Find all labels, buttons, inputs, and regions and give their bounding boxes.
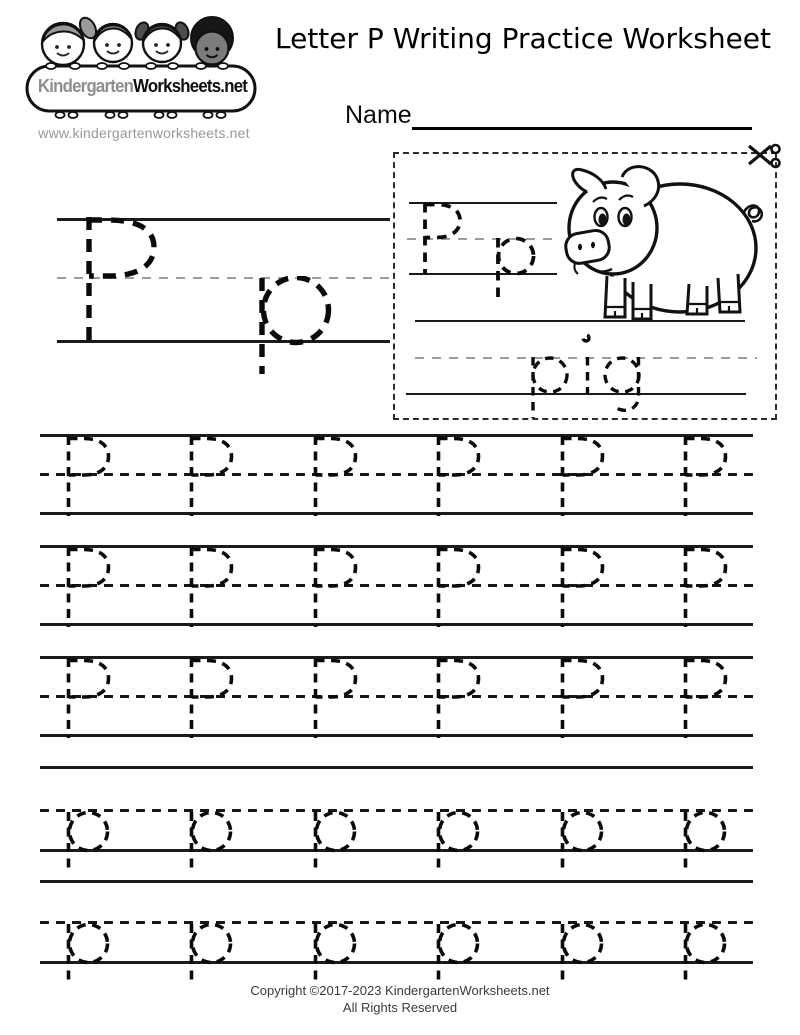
lowercase-practice-row-2	[40, 921, 753, 986]
writing-line-bottom	[40, 734, 753, 737]
lowercase-practice-row-1	[40, 809, 753, 884]
traceable-letter-p	[680, 810, 730, 874]
writing-line-bottom	[40, 880, 753, 883]
traceable-letter-p	[680, 922, 730, 986]
rights-text: All Rights Reserved	[342, 999, 458, 1015]
traceable-letter-P	[186, 435, 244, 517]
traceable-word-pig	[516, 330, 666, 422]
traceable-letter-P	[557, 657, 615, 739]
traceable-letter-P	[433, 657, 491, 739]
traceable-letter-P	[680, 546, 738, 628]
writing-line-baseline	[40, 849, 753, 852]
logo-wordmark	[38, 76, 247, 97]
traceable-letter-p	[310, 922, 360, 986]
traceable-letter-P	[310, 546, 368, 628]
traceable-letter-P	[433, 435, 491, 517]
pig-nostril	[591, 242, 595, 248]
writing-line-middle	[40, 584, 753, 587]
traceable-letter-p	[186, 922, 236, 986]
kids-feet	[56, 112, 226, 118]
traceable-letter-P	[310, 657, 368, 739]
sample-letter-P	[82, 215, 174, 347]
writing-line-top	[40, 434, 753, 437]
uppercase-practice-row-3	[40, 656, 753, 738]
sample-letter-p	[255, 276, 337, 378]
uppercase-practice-row-2	[40, 545, 753, 627]
traceable-letter-p	[557, 810, 607, 874]
traceable-letter-p	[557, 922, 607, 986]
pig-ear-left	[573, 169, 606, 192]
writing-line-top	[40, 545, 753, 548]
traceable-letter-p	[433, 922, 483, 986]
logo-text-worksheets: Worksheets.net	[133, 76, 248, 96]
card-ground-line	[415, 320, 745, 322]
traceable-letter-p	[63, 922, 113, 986]
traceable-letter-P	[680, 657, 738, 739]
writing-line-middle	[40, 473, 753, 476]
traceable-letter-p	[63, 810, 113, 874]
card-traceable-letter-p	[492, 234, 538, 304]
traceable-letter-P	[310, 435, 368, 517]
traceable-letter-P	[63, 657, 121, 739]
traceable-letter-P	[186, 546, 244, 628]
traceable-letter-p	[310, 810, 360, 874]
logo-url: www.kindergartenworksheets.net	[38, 125, 250, 141]
traceable-letter-P	[186, 657, 244, 739]
writing-line-bottom	[40, 623, 753, 626]
traceable-letter-P	[680, 435, 738, 517]
writing-line-top-dashed	[40, 921, 753, 924]
kid-boy-curly	[191, 17, 233, 65]
name-input-line[interactable]	[412, 103, 752, 130]
kid-boy	[94, 24, 132, 62]
writing-line-top-dashed	[40, 809, 753, 812]
traceable-letter-P	[557, 435, 615, 517]
traceable-letter-p	[186, 810, 236, 874]
site-logo	[24, 4, 264, 141]
kid-girl-pigtails	[133, 20, 191, 62]
traceable-letter-P	[63, 435, 121, 517]
blank-practice-line	[40, 766, 753, 769]
name-label: Name	[345, 101, 412, 129]
logo-kids-illustration	[24, 4, 264, 122]
writing-line-baseline	[40, 961, 753, 964]
kid-girl-ponytail	[42, 15, 99, 65]
footer	[0, 983, 800, 1017]
traceable-letter-p	[433, 810, 483, 874]
uppercase-practice-row-1	[40, 434, 753, 516]
page-title: Letter P Writing Practice Worksheet	[274, 22, 771, 55]
traceable-letter-P	[433, 546, 491, 628]
copyright-text: Copyright ©2017-2023 KindergartenWorksheets.net	[250, 983, 550, 998]
cutout-card	[393, 152, 777, 420]
pig-illustration	[563, 160, 763, 324]
writing-line-top	[40, 656, 753, 659]
card-traceable-letter-P	[419, 200, 469, 278]
name-field	[345, 101, 752, 130]
writing-line-middle	[40, 695, 753, 698]
pig-nostril	[578, 244, 582, 250]
traceable-letter-P	[557, 546, 615, 628]
traceable-letter-P	[63, 546, 121, 628]
logo-text-kindergarten: Kindergarten	[37, 76, 134, 96]
writing-line-bottom	[40, 512, 753, 515]
